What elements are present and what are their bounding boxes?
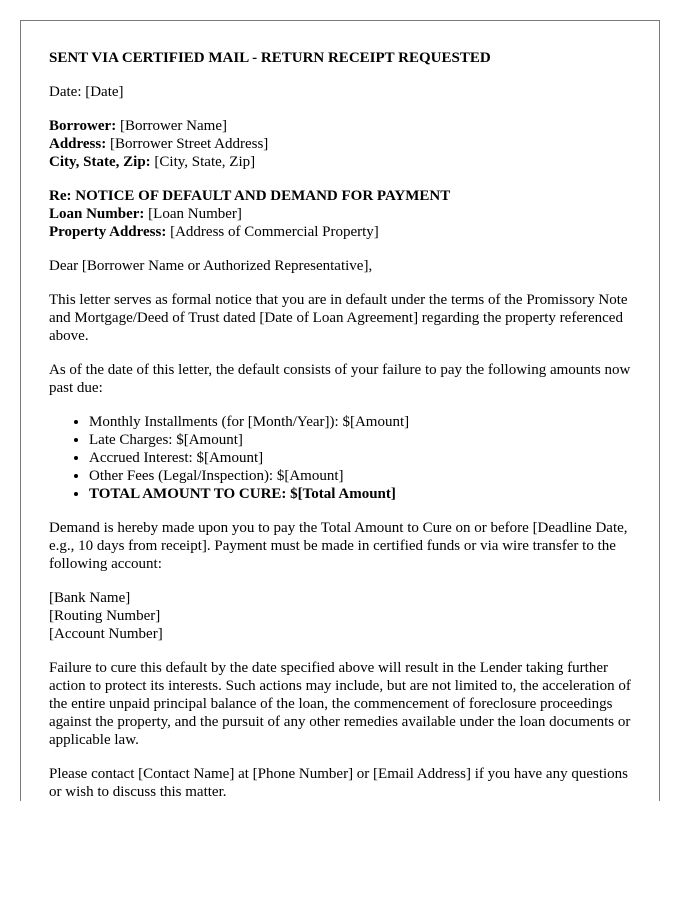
list-item: • Late Charges: $[Amount] [89, 431, 631, 449]
list-item: • Other Fees (Legal/Inspection): $[Amount] [89, 467, 631, 485]
loan-number-label: Loan Number: [49, 206, 145, 222]
letter-page [20, 20, 660, 801]
borrower-value: [Borrower Name] [116, 118, 227, 134]
paragraph-amounts-intro: As of the date of this letter, the default consists of your failure to pay the following amounts now past due: [49, 362, 631, 396]
letter-heading: SENT VIA CERTIFIED MAIL - RETURN RECEIPT REQUESTED [49, 50, 491, 66]
property-address-label: Property Address: [49, 224, 167, 240]
address-value: [Borrower Street Address] [106, 136, 269, 152]
city-state-zip-label: City, State, Zip: [49, 154, 151, 170]
bank-details-block [49, 589, 631, 643]
recipient-block [49, 117, 631, 171]
re-subject: Re: NOTICE OF DEFAULT AND DEMAND FOR PAYMENT [49, 188, 451, 204]
list-item: • Monthly Installments (for [Month/Year]): $[Amount] [89, 413, 631, 431]
list-item: • Accrued Interest: $[Amount] [89, 449, 631, 467]
salutation: Dear [Borrower Name or Authorized Representative], [49, 258, 373, 274]
date-line: Date: [Date] [49, 84, 124, 100]
property-address-line [49, 223, 631, 241]
paragraph-contact: Please contact [Contact Name] at [Phone Number] or [Email Address] if you have any questions or wish to discuss this matter. [49, 766, 629, 800]
amounts-list [49, 413, 631, 503]
borrower-label: Borrower: [49, 118, 117, 134]
city-state-zip-line [49, 153, 631, 171]
loan-number-line [49, 205, 631, 223]
re-block [49, 187, 631, 241]
account-number: [Account Number] [49, 626, 163, 642]
property-address-value: [Address of Commercial Property] [166, 224, 379, 240]
address-label: Address: [49, 136, 107, 152]
total-amount-item: • TOTAL AMOUNT TO CURE: $[Total Amount] [89, 485, 631, 503]
city-state-zip-value: [City, State, Zip] [150, 154, 256, 170]
paragraph-demand: Demand is hereby made upon you to pay the Total Amount to Cure on or before [Deadline Date, e.g., 10 days from receipt]. Payment must be made in certified funds or via wire transfer to the following account: [49, 520, 628, 572]
address-line [49, 135, 631, 153]
routing-number: [Routing Number] [49, 608, 161, 624]
borrower-line [49, 117, 631, 135]
paragraph-default-notice: This letter serves as formal notice that you are in default under the terms of the Promissory Note and Mortgage/Deed of Trust dated [Date of Loan Agreement] regarding the property referenced above. [49, 292, 628, 344]
loan-number-value: [Loan Number] [144, 206, 242, 222]
paragraph-consequences: Failure to cure this default by the date specified above will result in the Lender taking further action to protect its interests. Such actions may include, but are not limited to, the acceleration of the entire unpaid principal balance of the loan, the commencement of foreclosure proceedings against the property, and the pursuit of any other remedies available under the loan documents or applicable law. [49, 660, 631, 748]
bank-name: [Bank Name] [49, 590, 131, 606]
